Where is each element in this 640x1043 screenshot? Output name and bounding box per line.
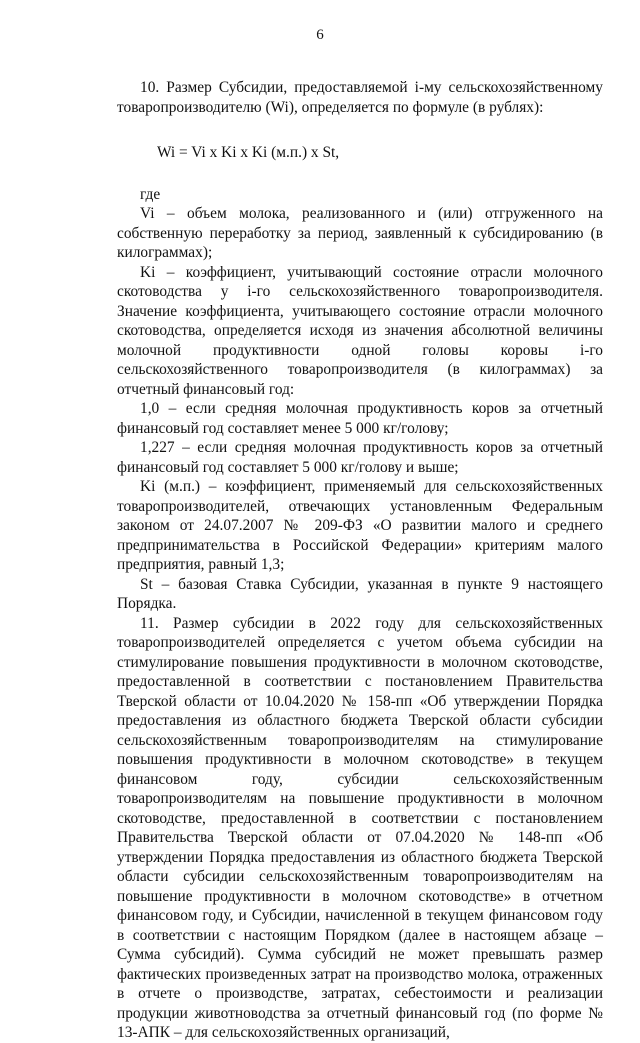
paragraph-10: 10. Размер Субсидии, предоставляемой i-му сельскохозяйственному товаропроизводителю (Wi), определяется по формуле (в рублях):	[117, 79, 603, 116]
definition-ki-mp: Ki (м.п.) – коэффициент, применяемый для сельскохозяйственных товаропроизводителей, отвечающих установленным Федеральным законом от 24.07.2007 № 209-ФЗ «О развитии малого и среднего предпринимательства в Российской Федерации» критериям малого предприятия, равный 1,3;	[117, 478, 603, 573]
definition-st: St – базовая Ставка Субсидии, указанная в пункте 9 настоящего Порядка.	[117, 575, 603, 612]
document-body	[117, 78, 603, 1043]
definition-vi: Vi – объем молока, реализованного и (или) отгруженного на собственную переработку за период, заявленный к субсидированию (в килограммах);	[117, 205, 603, 261]
paragraph-11: 11. Размер субсидии в 2022 году для сельскохозяйственных товаропроизводителей определяется с учетом объема субсидии на стимулирование повышения продуктивности в молочном скотоводстве, предоставленной в соответствии с постановлением Правительства Тверской области от 10.04.2020 № 158-пп «Об утверждении Порядка предоставления из областного бюджета Тверской области субсидии сельскохозяйственным товаропроизводителям на стимулирование повышения продуктивности в молочном скотоводстве» в текущем финансовом году, субсидии сельскохозяйственным товаропроизводителям на повышение продуктивности в молочном скотоводстве, предоставленной в соответствии с постановлением Правительства Тверской области от 07.04.2020 № 148-пп «Об утверждении Порядка предоставления из областного бюджета Тверской области субсидии сельскохозяйственным товаропроизводителям на повышение продуктивности в молочном скотоводстве» в отчетном финансовом году, и Субсидии, начисленной в текущем финансовом году в соответствии с настоящим Порядком (далее в настоящем абзаце – Сумма субсидий). Сумма субсидий не может превышать размер фактических произведенных затрат на производство молока, отраженных в отчете о производстве, затратах, себестоимости и реализации продукции животноводства за отчетный финансовый год (по форме № 13-АПК – для сельскохозяйственных организаций,	[117, 614, 603, 1041]
where-label: где	[140, 185, 161, 203]
ki-value-2: 1,227 – если средняя молочная продуктивность коров за отчетный финансовый год составляет 5 000 кг/голову и выше;	[117, 439, 603, 476]
subsidy-formula: Wi = Vi x Ki x Ki (м.п.) x St,	[157, 144, 340, 161]
ki-value-1: 1,0 – если средняя молочная продуктивность коров за отчетный финансовый год составляет менее 5 000 кг/голову;	[117, 400, 603, 437]
definition-ki: Ki – коэффициент, учитывающий состояние отрасли молочного скотоводства у i-го сельскохозяйственного товаропроизводителя. Значение коэффициента, учитывающего состояние отрасли молочного скотоводства, определяется исходя из значения абсолютной величины молочной продуктивности одной головы коровы i-го сельскохозяйственного товаропроизводителя (в килограммах) за отчетный финансовый год:	[117, 263, 603, 398]
page-number: 6	[316, 27, 324, 43]
